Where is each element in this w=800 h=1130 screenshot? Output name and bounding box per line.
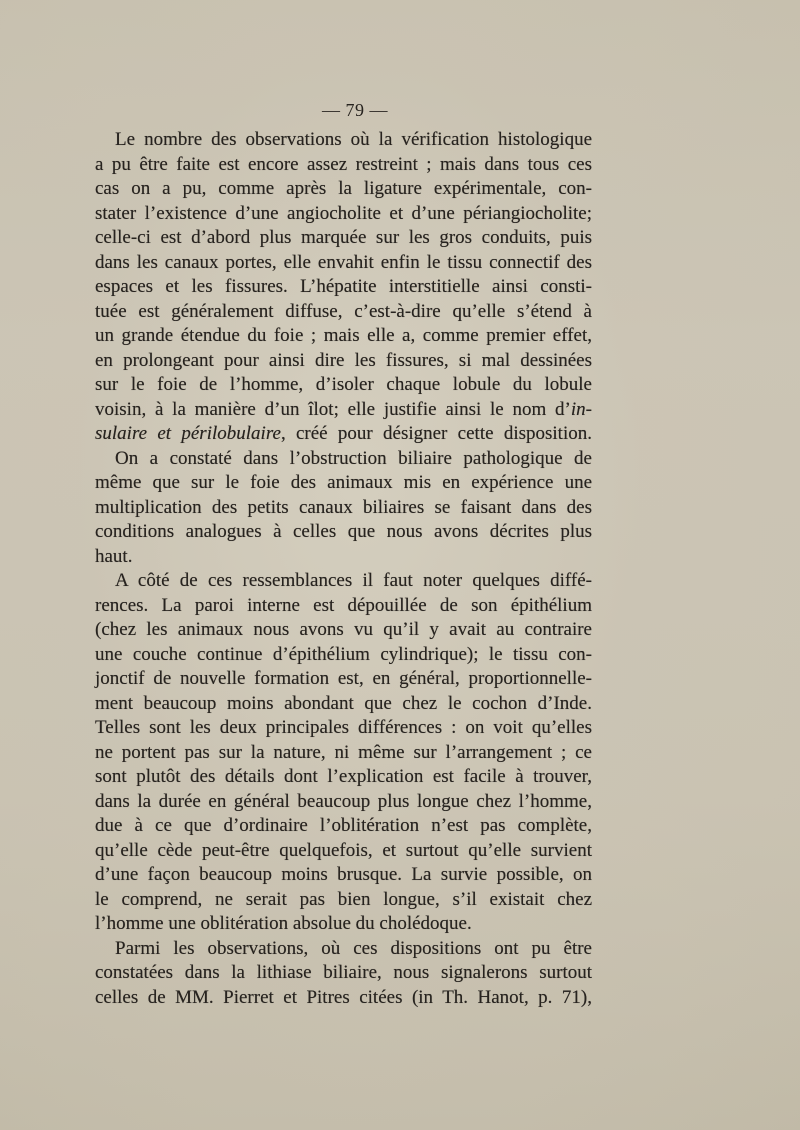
text-body — [95, 128, 592, 1010]
text-line: Telles sont les deux principales différences : on voit qu’elles — [95, 717, 592, 738]
text-line: une couche continue d’épithélium cylindrique); le tissu con- — [95, 643, 592, 665]
text-line: cas on a pu, comme après la ligature expérimentale, con- — [95, 178, 592, 199]
text-line: même que sur le foie des animaux mis en expérience une — [95, 472, 592, 493]
text-line: rences. La paroi interne est dépouillée de son épithélium — [95, 594, 592, 616]
text-segment: , créé pour désigner cette disposition. — [280, 423, 592, 444]
text-line: dans les canaux portes, elle envahit enfin le tissu connectif des — [95, 251, 592, 273]
text-line: sont plutôt des détails dont l’explication est facile à trouver, — [95, 766, 592, 787]
text-line: stater l’existence d’une angiocholite et d’une périangiocholite; — [95, 202, 592, 224]
text-line: celles de MM. Pierret et Pitres citées (in Th. Hanot, p. 71), — [95, 986, 592, 1008]
paragraph — [95, 569, 592, 937]
italic-segment: in- — [570, 398, 592, 420]
text-line: conditions analogues à celles que nous avons décrites plus — [95, 521, 592, 542]
text-line: un grande étendue du foie ; mais elle a, comme premier effet, — [95, 325, 592, 346]
page-number: — 79 — — [322, 100, 388, 120]
text-line: qu’elle cède peut-être quelquefois, et surtout qu’elle survient — [95, 839, 592, 861]
text-line: l’homme une oblitération absolue du cholédoque. — [95, 913, 472, 934]
text-line: jonctif de nouvelle formation est, en général, proportionnelle- — [95, 668, 592, 689]
paragraph — [95, 128, 592, 447]
text-line: multiplication des petits canaux biliaires se faisant dans des — [95, 496, 592, 518]
italic-segment: sulaire et périlobulaire — [95, 423, 281, 444]
text-line: en prolongeant pour ainsi dire les fissures, si mal dessinées — [95, 349, 592, 371]
text-line: le comprend, ne serait pas bien longue, s’il existait chez — [95, 888, 592, 910]
text-line: sur le foie de l’homme, d’isoler chaque lobule du lobule — [95, 374, 592, 395]
paragraph — [95, 937, 592, 1011]
text-line: A côté de ces ressemblances il faut noter quelques diffé- — [115, 570, 592, 591]
text-line: celle-ci est d’abord plus marquée sur les gros conduits, puis — [95, 227, 592, 248]
text-line — [95, 422, 592, 447]
text-line: tuée est généralement diffuse, c’est-à-dire qu’elle s’étend à — [95, 300, 592, 322]
text-segment: voisin, à la manière d’un îlot; elle justifie ainsi le nom d’ — [95, 398, 571, 420]
text-line: d’une façon beaucoup moins brusque. La survie possible, on — [95, 864, 592, 885]
text-line: due à ce que d’ordinaire l’oblitération n’est pas complète, — [95, 815, 592, 836]
text-line: dans la durée en général beaucoup plus longue chez l’homme, — [95, 790, 592, 812]
text-line: haut. — [95, 545, 133, 567]
text-line: a pu être faite est encore assez restreint ; mais dans tous ces — [95, 153, 592, 175]
text-line: constatées dans la lithiase biliaire, nous signalerons surtout — [95, 962, 592, 983]
text-line: ne portent pas sur la nature, ni même sur l’arrangement ; ce — [95, 741, 592, 763]
text-line: Le nombre des observations où la vérification histologique — [115, 129, 592, 150]
text-line: ment beaucoup moins abondant que chez le cochon d’Inde. — [95, 692, 592, 714]
text-line: (chez les animaux nous avons vu qu’il y avait au contraire — [95, 619, 592, 640]
text-line: On a constaté dans l’obstruction biliaire pathologique de — [115, 447, 592, 469]
text-line — [95, 398, 592, 423]
text-line: espaces et les fissures. L’hépatite interstitielle ainsi consti- — [95, 276, 592, 297]
text-line: Parmi les observations, où ces dispositions ont pu être — [115, 937, 592, 959]
paragraph — [95, 447, 592, 570]
